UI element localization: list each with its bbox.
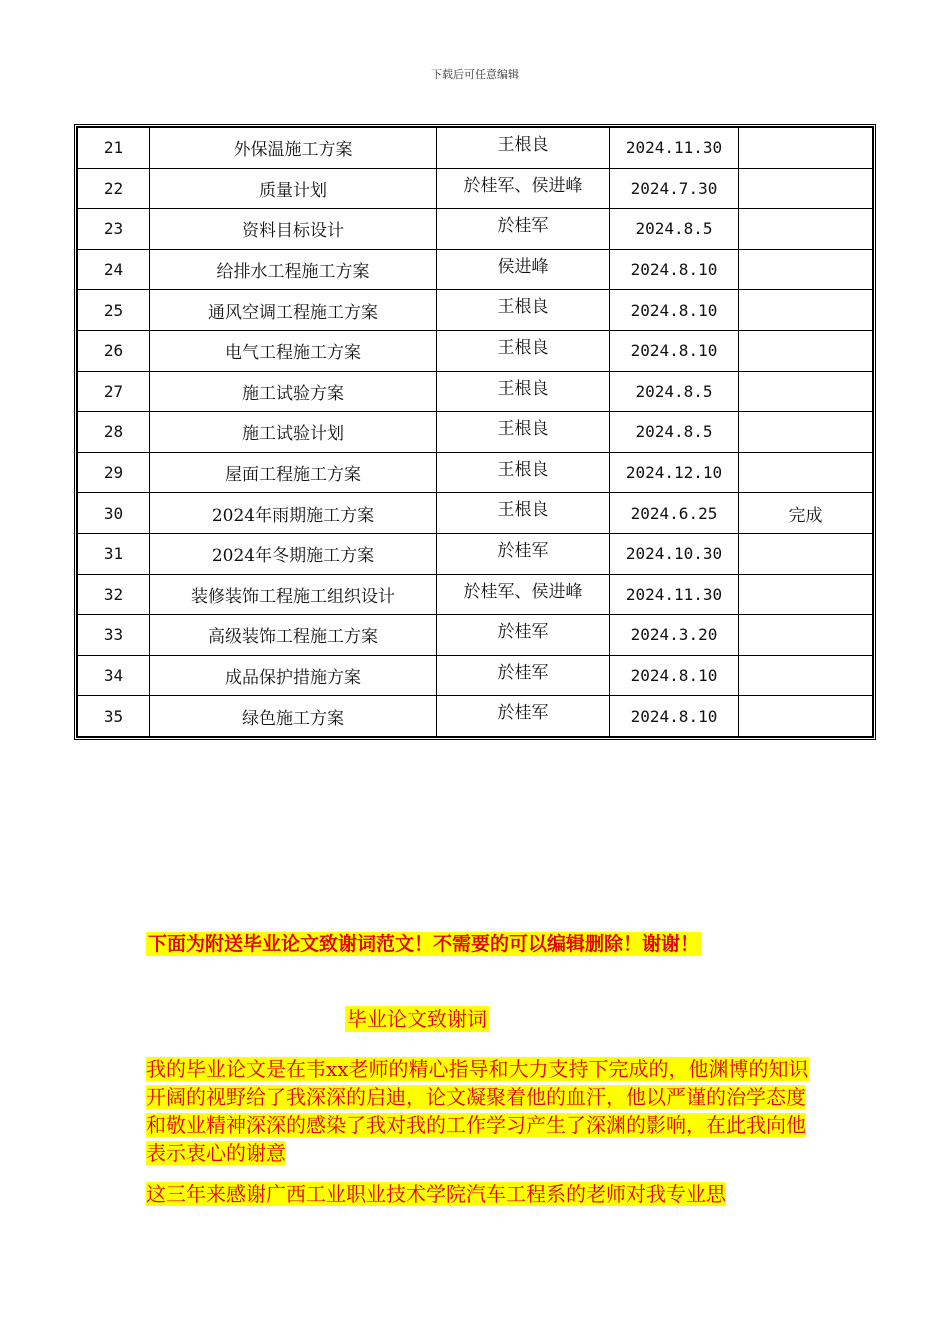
task-name-cell: 2024年冬期施工方案	[150, 533, 437, 574]
status-cell: 完成	[739, 493, 873, 534]
due-date-cell: 2024.12.10	[610, 452, 739, 493]
status-cell	[739, 615, 873, 656]
task-name-cell: 施工试验计划	[150, 412, 437, 453]
status-cell	[739, 209, 873, 250]
status-cell	[739, 371, 873, 412]
appendix-notice: 下面为附送毕业论文致谢词范文！不需要的可以编辑删除！谢谢！	[148, 933, 700, 955]
row-number-cell: 35	[78, 696, 150, 737]
row-number-cell: 25	[78, 290, 150, 331]
task-name-cell: 装修装饰工程施工组织设计	[150, 574, 437, 615]
row-number-cell: 21	[78, 128, 150, 169]
table-row	[78, 615, 873, 656]
status-cell	[739, 655, 873, 696]
row-number-cell: 23	[78, 209, 150, 250]
responsible-person-cell: 王根良	[437, 290, 610, 331]
row-number-cell: 24	[78, 249, 150, 290]
table-row	[78, 249, 873, 290]
task-name-cell: 资料目标设计	[150, 209, 437, 250]
due-date-cell: 2024.6.25	[610, 493, 739, 534]
row-number-cell: 27	[78, 371, 150, 412]
responsible-person-cell: 王根良	[437, 371, 610, 412]
table-row	[78, 371, 873, 412]
row-number-cell: 34	[78, 655, 150, 696]
responsible-person-cell: 於桂军、侯进峰	[437, 168, 610, 209]
page-header-note: 下载后可任意编辑	[431, 68, 519, 81]
status-cell	[739, 452, 873, 493]
task-name-cell: 成品保护措施方案	[150, 655, 437, 696]
task-name-cell: 高级装饰工程施工方案	[150, 615, 437, 656]
task-name-cell: 通风空调工程施工方案	[150, 290, 437, 331]
table-row	[78, 696, 873, 737]
status-cell	[739, 290, 873, 331]
row-number-cell: 32	[78, 574, 150, 615]
row-number-cell: 30	[78, 493, 150, 534]
table-row	[78, 290, 873, 331]
thanks-title: 毕业论文致谢词	[347, 1007, 487, 1031]
status-cell	[739, 128, 873, 169]
table-row	[78, 209, 873, 250]
due-date-cell: 2024.8.5	[610, 371, 739, 412]
task-name-cell: 给排水工程施工方案	[150, 249, 437, 290]
schedule-table-body	[78, 128, 873, 737]
due-date-cell: 2024.10.30	[610, 533, 739, 574]
row-number-cell: 22	[78, 168, 150, 209]
status-cell	[739, 168, 873, 209]
table-row	[78, 574, 873, 615]
row-number-cell: 26	[78, 330, 150, 371]
due-date-cell: 2024.7.30	[610, 168, 739, 209]
due-date-cell: 2024.8.10	[610, 655, 739, 696]
responsible-person-cell: 王根良	[437, 452, 610, 493]
responsible-person-cell: 王根良	[437, 412, 610, 453]
table-row	[78, 330, 873, 371]
responsible-person-cell: 王根良	[437, 128, 610, 169]
table-row	[78, 412, 873, 453]
responsible-person-cell: 於桂军	[437, 533, 610, 574]
status-cell	[739, 696, 873, 737]
row-number-cell: 29	[78, 452, 150, 493]
responsible-person-cell: 於桂军、侯进峰	[437, 574, 610, 615]
due-date-cell: 2024.8.10	[610, 696, 739, 737]
due-date-cell: 2024.11.30	[610, 128, 739, 169]
status-cell	[739, 249, 873, 290]
due-date-cell: 2024.3.20	[610, 615, 739, 656]
task-name-cell: 电气工程施工方案	[150, 330, 437, 371]
table-row	[78, 452, 873, 493]
responsible-person-cell: 於桂军	[437, 655, 610, 696]
schedule-table	[74, 124, 876, 740]
table-row	[78, 128, 873, 169]
row-number-cell: 31	[78, 533, 150, 574]
table-row	[78, 168, 873, 209]
task-name-cell: 质量计划	[150, 168, 437, 209]
responsible-person-cell: 於桂军	[437, 615, 610, 656]
due-date-cell: 2024.11.30	[610, 574, 739, 615]
row-number-cell: 28	[78, 412, 150, 453]
status-cell	[739, 330, 873, 371]
task-name-cell: 绿色施工方案	[150, 696, 437, 737]
thanks-paragraph-2: 这三年来感谢广西工业职业技术学院汽车工程系的老师对我专业思	[146, 1182, 726, 1206]
due-date-cell: 2024.8.10	[610, 330, 739, 371]
responsible-person-cell: 侯进峰	[437, 249, 610, 290]
due-date-cell: 2024.8.10	[610, 290, 739, 331]
table-row	[78, 493, 873, 534]
responsible-person-cell: 於桂军	[437, 209, 610, 250]
due-date-cell: 2024.8.10	[610, 249, 739, 290]
thanks-paragraph-1: 我的毕业论文是在韦xx老师的精心指导和大力支持下完成的，他渊博的知识开阔的视野给了我深深的启迪，论文凝聚着他的血汗，他以严谨的治学态度和敬业精神深深的感染了我对我的工作学习产生了深渊的影响，在此我向他表示衷心的谢意	[146, 1057, 809, 1165]
row-number-cell: 33	[78, 615, 150, 656]
task-name-cell: 2024年雨期施工方案	[150, 493, 437, 534]
table-row	[78, 533, 873, 574]
task-name-cell: 外保温施工方案	[150, 128, 437, 169]
due-date-cell: 2024.8.5	[610, 412, 739, 453]
table-row	[78, 655, 873, 696]
task-name-cell: 屋面工程施工方案	[150, 452, 437, 493]
status-cell	[739, 574, 873, 615]
responsible-person-cell: 王根良	[437, 493, 610, 534]
task-name-cell: 施工试验方案	[150, 371, 437, 412]
responsible-person-cell: 於桂军	[437, 696, 610, 737]
status-cell	[739, 533, 873, 574]
due-date-cell: 2024.8.5	[610, 209, 739, 250]
status-cell	[739, 412, 873, 453]
responsible-person-cell: 王根良	[437, 330, 610, 371]
